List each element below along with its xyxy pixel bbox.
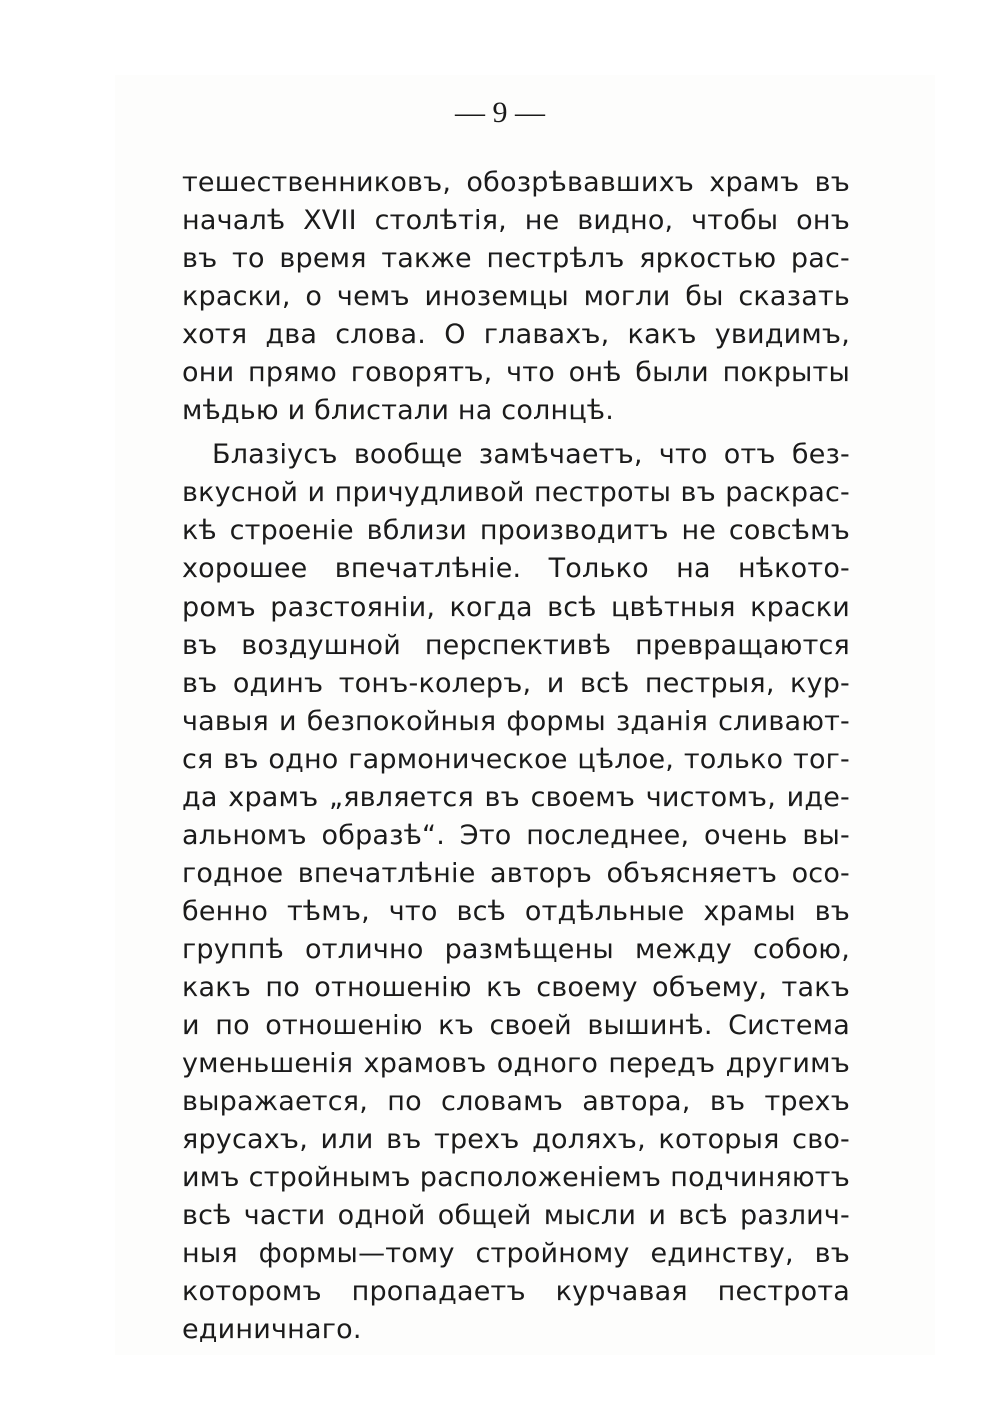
text-line: группѣ отлично размѣщены между собою,: [182, 933, 850, 965]
body-text: [182, 164, 850, 1349]
text-line: они прямо говорятъ, что онѣ были покрыты: [182, 357, 850, 389]
text-line: тешественниковъ, обозрѣвавшихъ храмъ въ: [182, 167, 850, 198]
page-number: — 9 —: [455, 96, 545, 129]
text-line: да храмъ „является въ своемъ чистомъ, иде-: [182, 781, 850, 813]
text-line: ся въ одно гармоническое цѣлое, только тог-: [182, 743, 850, 775]
text-line: мѣдью и блистали на солнцѣ.: [182, 395, 615, 427]
text-line: краски, о чемъ иноземцы могли бы сказать: [182, 281, 850, 313]
text-line: хотя два слова. О главахъ, какъ увидимъ,: [182, 319, 850, 351]
text-line: ныя формы—тому стройному единству, въ: [182, 1238, 850, 1270]
text-line: годное впечатлѣніе авторъ объясняетъ осо-: [182, 857, 850, 889]
text-line: какъ по отношенію къ своему объему, такъ: [182, 971, 850, 1003]
text-line: въ одинъ тонъ-колеръ, и всѣ пестрыя, кур-: [182, 667, 850, 699]
text-line: кѣ строеніе вблизи производитъ не совсѣмъ: [182, 515, 850, 547]
text-line: выражается, по словамъ автора, въ трехъ: [182, 1086, 850, 1118]
paragraph: [182, 164, 850, 430]
text-line: имъ стройнымъ расположеніемъ подчиняютъ: [182, 1162, 850, 1194]
text-line: альномъ образѣ“. Это последнее, очень вы-: [182, 819, 850, 851]
text-line: въ то время также пестрѣлъ яркостью рас-: [182, 243, 850, 275]
text-line: уменьшенія храмовъ одного передъ другимъ: [182, 1048, 850, 1080]
text-line: ромъ разстояніи, когда всѣ цвѣтныя краски: [182, 591, 850, 623]
paragraph: [182, 436, 850, 1349]
text-line: въ воздушной перспективѣ превращаются: [182, 629, 850, 661]
text-line: ярусахъ, или въ трехъ доляхъ, которыя сво-: [182, 1124, 850, 1156]
text-line: началѣ XVII столѣтія, не видно, чтобы онъ: [182, 205, 850, 237]
text-line: и по отношенію къ своей вышинѣ. Система: [182, 1010, 850, 1042]
text-line: всѣ части одной общей мысли и всѣ различ-: [182, 1200, 850, 1232]
text-line: единичнаго.: [182, 1314, 362, 1346]
text-line: Блазіусъ вообще замѣчаетъ, что отъ без-: [212, 439, 850, 471]
text-line: хорошее впечатлѣніе. Только на нѣкото-: [182, 553, 850, 585]
text-line: чавыя и безпокойныя формы зданія сливают-: [182, 705, 850, 737]
text-line: вкусной и причудливой пестроты въ раскрас-: [182, 477, 850, 509]
text-line: которомъ пропадаетъ курчавая пестрота: [182, 1276, 850, 1308]
text-line: бенно тѣмъ, что всѣ отдѣльные храмы въ: [182, 895, 850, 927]
